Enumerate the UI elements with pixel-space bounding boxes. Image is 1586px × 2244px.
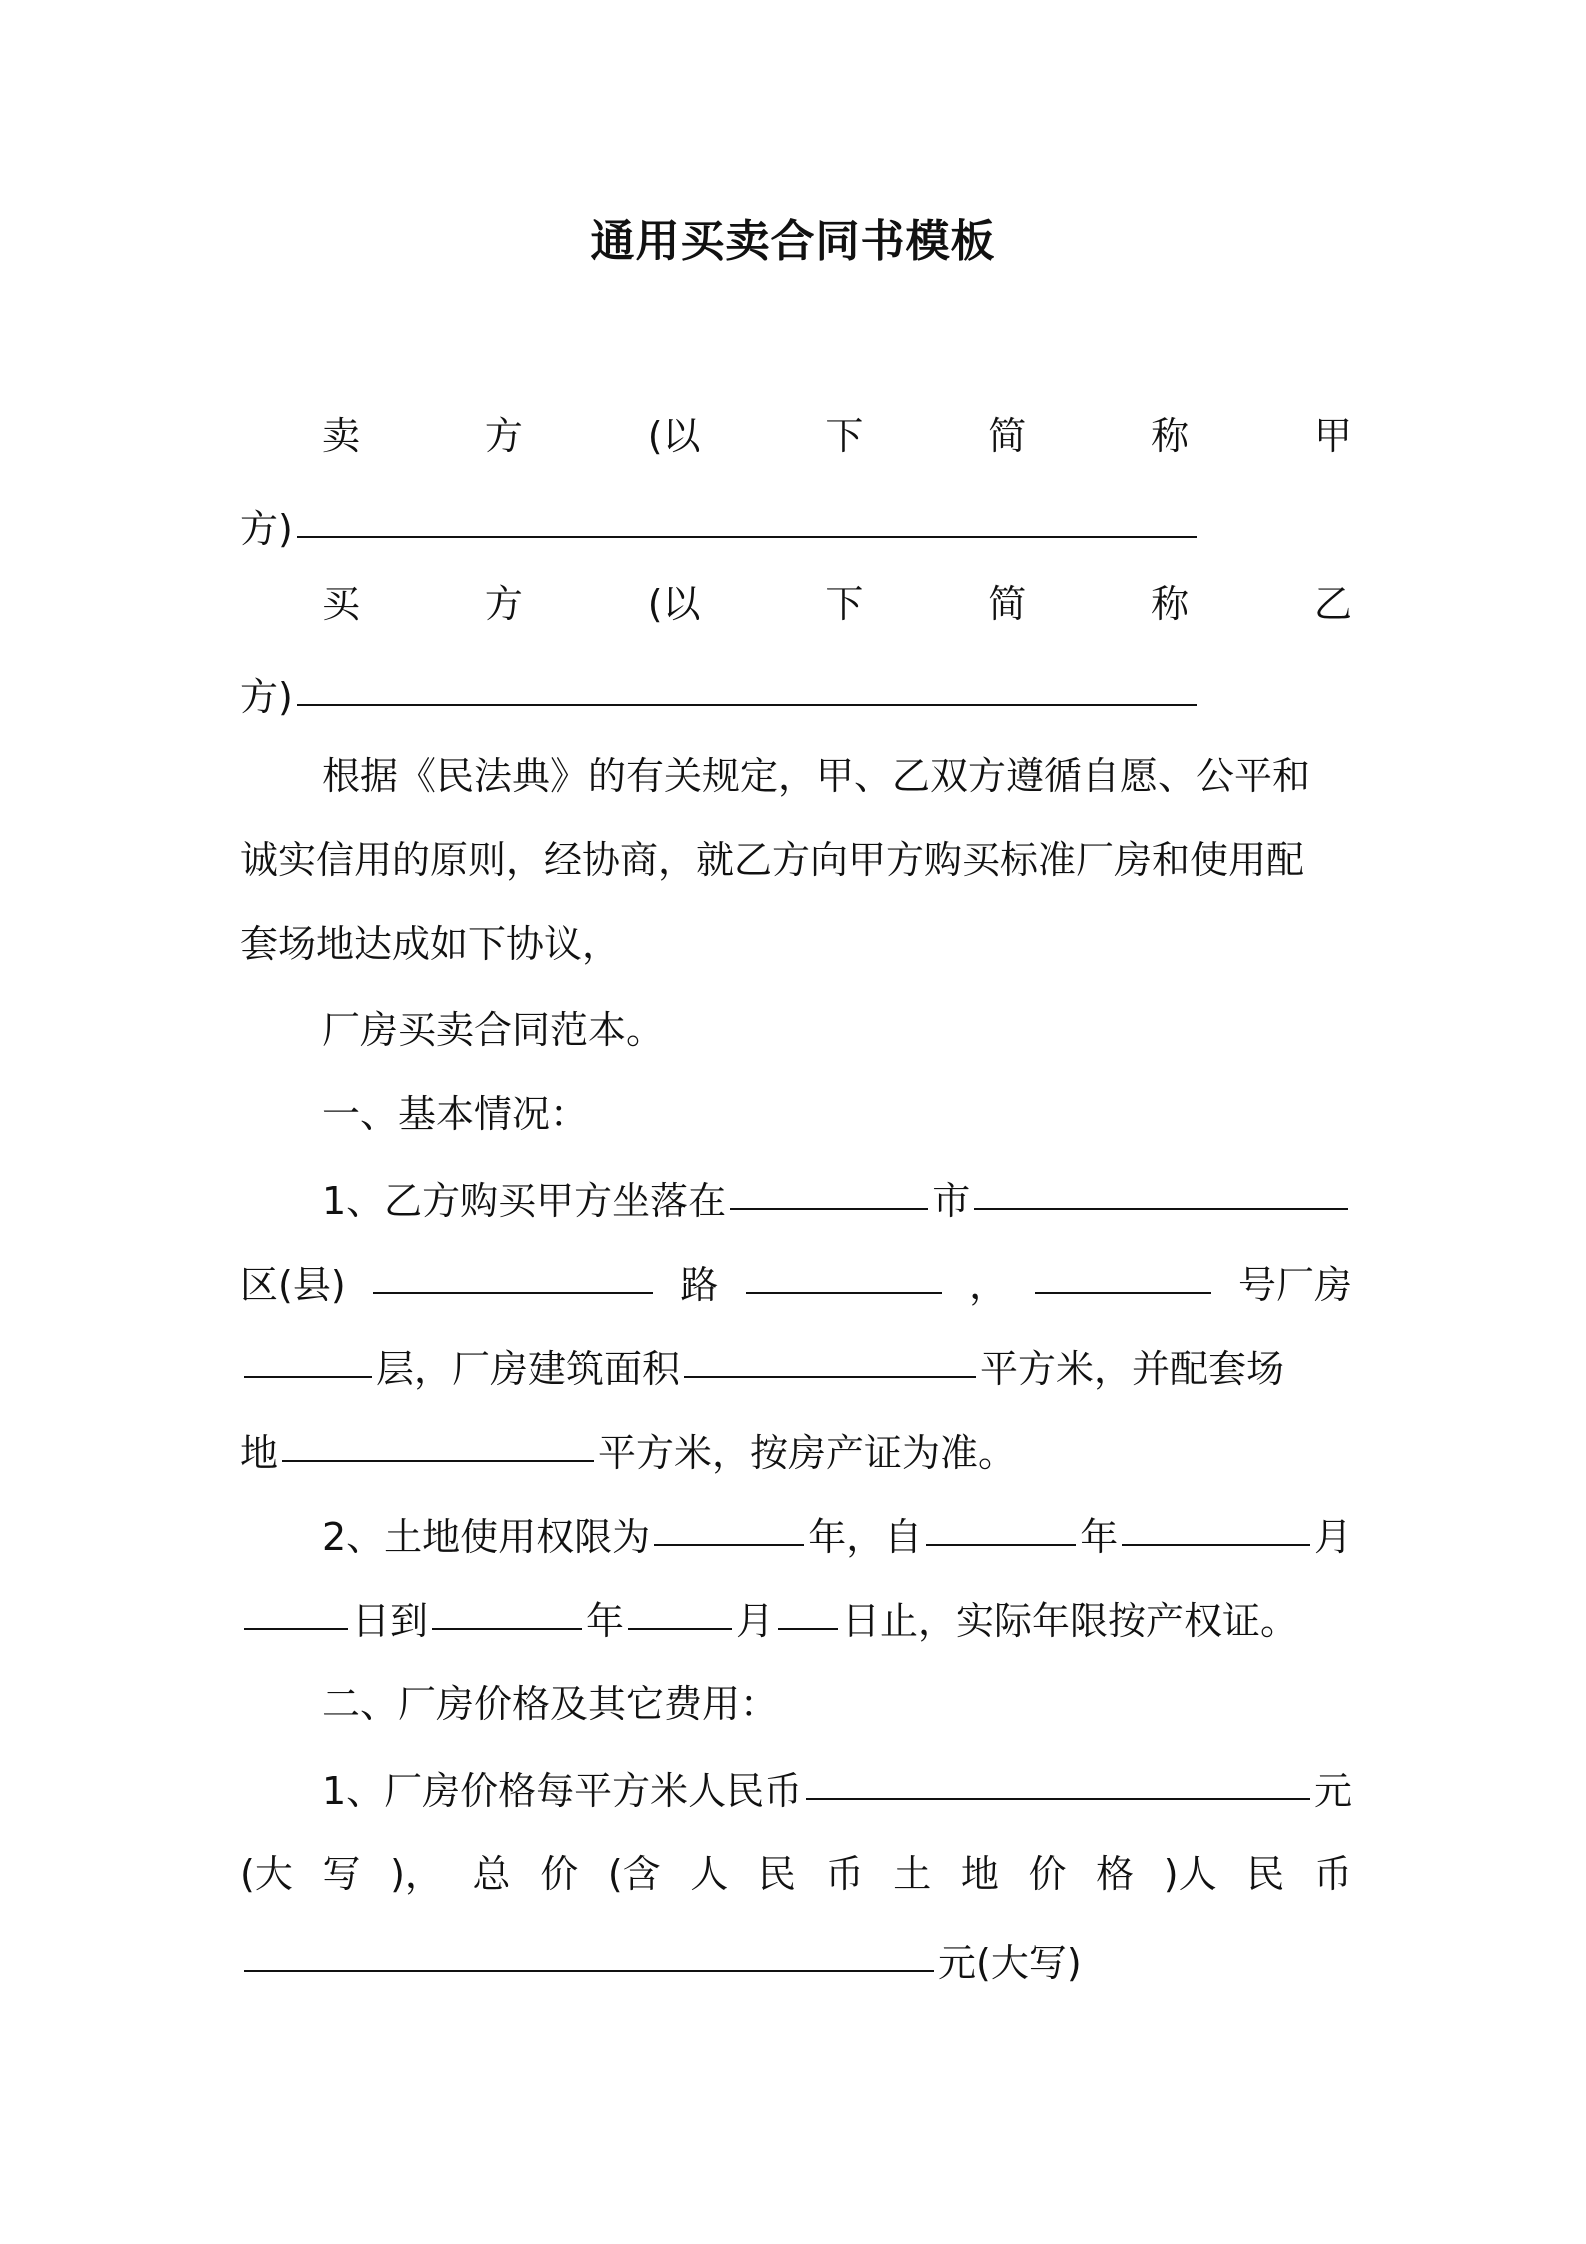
s2-item1-line-2 [240, 1846, 1352, 1902]
s1-item2-text: 月 [736, 1599, 775, 1643]
s1-item1-text: 号厂房 [1237, 1263, 1352, 1307]
seller-word: 方 [484, 414, 523, 458]
intro-line-2: 诚实信用的原则，经协商，就乙方向甲方购买标准厂房和使用配 [240, 838, 1305, 882]
district-blank[interactable] [974, 1168, 1348, 1210]
s2-item1-word: 民 [1246, 1852, 1285, 1896]
seller-word: 下 [825, 414, 864, 458]
s1-item2-text: 2、土地使用权限为 [322, 1515, 651, 1559]
s2-item1-word: 格 [1096, 1852, 1135, 1896]
buyer-word: 方 [484, 582, 523, 626]
land-area-blank[interactable] [282, 1420, 594, 1462]
start-day-blank[interactable] [244, 1588, 348, 1630]
intro-line-3: 套场地达成如下协议， [240, 922, 621, 966]
total-price-blank[interactable] [244, 1930, 934, 1972]
buyer-line [322, 576, 1352, 632]
s2-item1-line-3 [240, 1934, 1352, 1991]
end-month-blank[interactable] [628, 1588, 732, 1630]
seller-word: 卖 [322, 414, 361, 458]
building-area-blank[interactable] [684, 1336, 976, 1378]
buyer-word: 乙 [1313, 582, 1352, 626]
s2-item1-word: 民 [757, 1852, 796, 1896]
s2-item1-word: 币 [1313, 1852, 1352, 1896]
seller-word: (以 [647, 414, 701, 458]
unit-price-blank[interactable] [806, 1758, 1310, 1800]
s1-item1-text: 平方米，并配套场 [980, 1347, 1285, 1391]
s2-item1-word: )人 [1163, 1852, 1217, 1896]
s1-item1-text: 区(县) [240, 1263, 346, 1307]
seller-word: 称 [1151, 414, 1190, 458]
s1-item1-text: 市 [932, 1179, 971, 1223]
s1-item2-text: 年 [586, 1599, 625, 1643]
s2-item1-text: 元(大写) [938, 1941, 1082, 1985]
s1-item1-text: ， [969, 1263, 1008, 1307]
buyer-word: 下 [825, 582, 864, 626]
buyer-name-blank[interactable] [297, 664, 1197, 706]
s2-item1-line-1 [322, 1762, 1352, 1819]
s1-item2-text: 日止，实际年限按产权证。 [842, 1599, 1299, 1643]
intro-line-1: 根据《民法典》的有关规定，甲、乙双方遵循自愿、公平和 [322, 754, 1311, 798]
county-blank[interactable] [373, 1252, 653, 1294]
end-year-blank[interactable] [432, 1588, 582, 1630]
section-1-heading: 一、基本情况： [322, 1092, 589, 1136]
seller-line [322, 408, 1352, 464]
sample-title: 厂房买卖合同范本。 [322, 1008, 665, 1052]
s1-item2-text: 年，自 [808, 1515, 923, 1559]
s2-item1-word: 价 [1028, 1852, 1067, 1896]
buyer-tail: 方) [240, 675, 293, 719]
buyer-word: 买 [322, 582, 361, 626]
term-years-blank[interactable] [654, 1504, 804, 1546]
document-title: 通用买卖合同书模板 [590, 216, 996, 267]
s2-item1-word: (大 [240, 1852, 293, 1896]
s1-item2-text: 月 [1313, 1515, 1352, 1559]
start-year-blank[interactable] [926, 1504, 1076, 1546]
s2-item1-word: 地 [960, 1852, 999, 1896]
s1-item2-text: 日到 [352, 1599, 429, 1643]
s2-item1-word: 土 [893, 1852, 932, 1896]
s2-item1-word: 总 [472, 1852, 511, 1896]
s2-item1-text: 1、厂房价格每平方米人民币 [322, 1769, 803, 1813]
buyer-fill-line [240, 668, 1352, 725]
number-blank[interactable] [1035, 1252, 1211, 1294]
s2-item1-text: 元 [1313, 1769, 1352, 1813]
s2-item1-word: )， [390, 1852, 443, 1896]
section-2-heading: 二、厂房价格及其它费用： [322, 1682, 779, 1726]
floor-blank[interactable] [244, 1336, 372, 1378]
city-blank[interactable] [730, 1168, 928, 1210]
s1-item1-line-2 [240, 1256, 1352, 1313]
road-blank[interactable] [746, 1252, 942, 1294]
seller-word: 简 [988, 414, 1027, 458]
buyer-word: 简 [988, 582, 1027, 626]
s2-item1-word: 价 [540, 1852, 579, 1896]
seller-name-blank[interactable] [297, 496, 1197, 538]
s2-item1-word: 写 [322, 1852, 361, 1896]
s2-item1-word: (含 [607, 1852, 661, 1896]
s1-item1-text: 1、乙方购买甲方坐落在 [322, 1179, 727, 1223]
s1-item2-text: 年 [1080, 1515, 1119, 1559]
seller-tail: 方) [240, 507, 293, 551]
s1-item1-text: 路 [680, 1263, 719, 1307]
end-day-blank[interactable] [778, 1588, 838, 1630]
buyer-word: (以 [647, 582, 701, 626]
s1-item1-line-4 [240, 1424, 1352, 1481]
buyer-word: 称 [1151, 582, 1190, 626]
s1-item1-line-3 [240, 1340, 1352, 1397]
s2-item1-word: 人 [690, 1852, 729, 1896]
seller-fill-line [240, 500, 1352, 557]
s1-item2-line-1 [322, 1508, 1352, 1565]
s1-item1-text: 平方米，按房产证为准。 [598, 1431, 1017, 1475]
start-month-blank[interactable] [1122, 1504, 1310, 1546]
seller-word: 甲 [1313, 414, 1352, 458]
s1-item2-line-2 [240, 1592, 1352, 1649]
s1-item1-line-1 [322, 1172, 1352, 1229]
s2-item1-word: 币 [825, 1852, 864, 1896]
s1-item1-text: 地 [240, 1431, 279, 1475]
s1-item1-text: 层，厂房建筑面积 [376, 1347, 681, 1391]
